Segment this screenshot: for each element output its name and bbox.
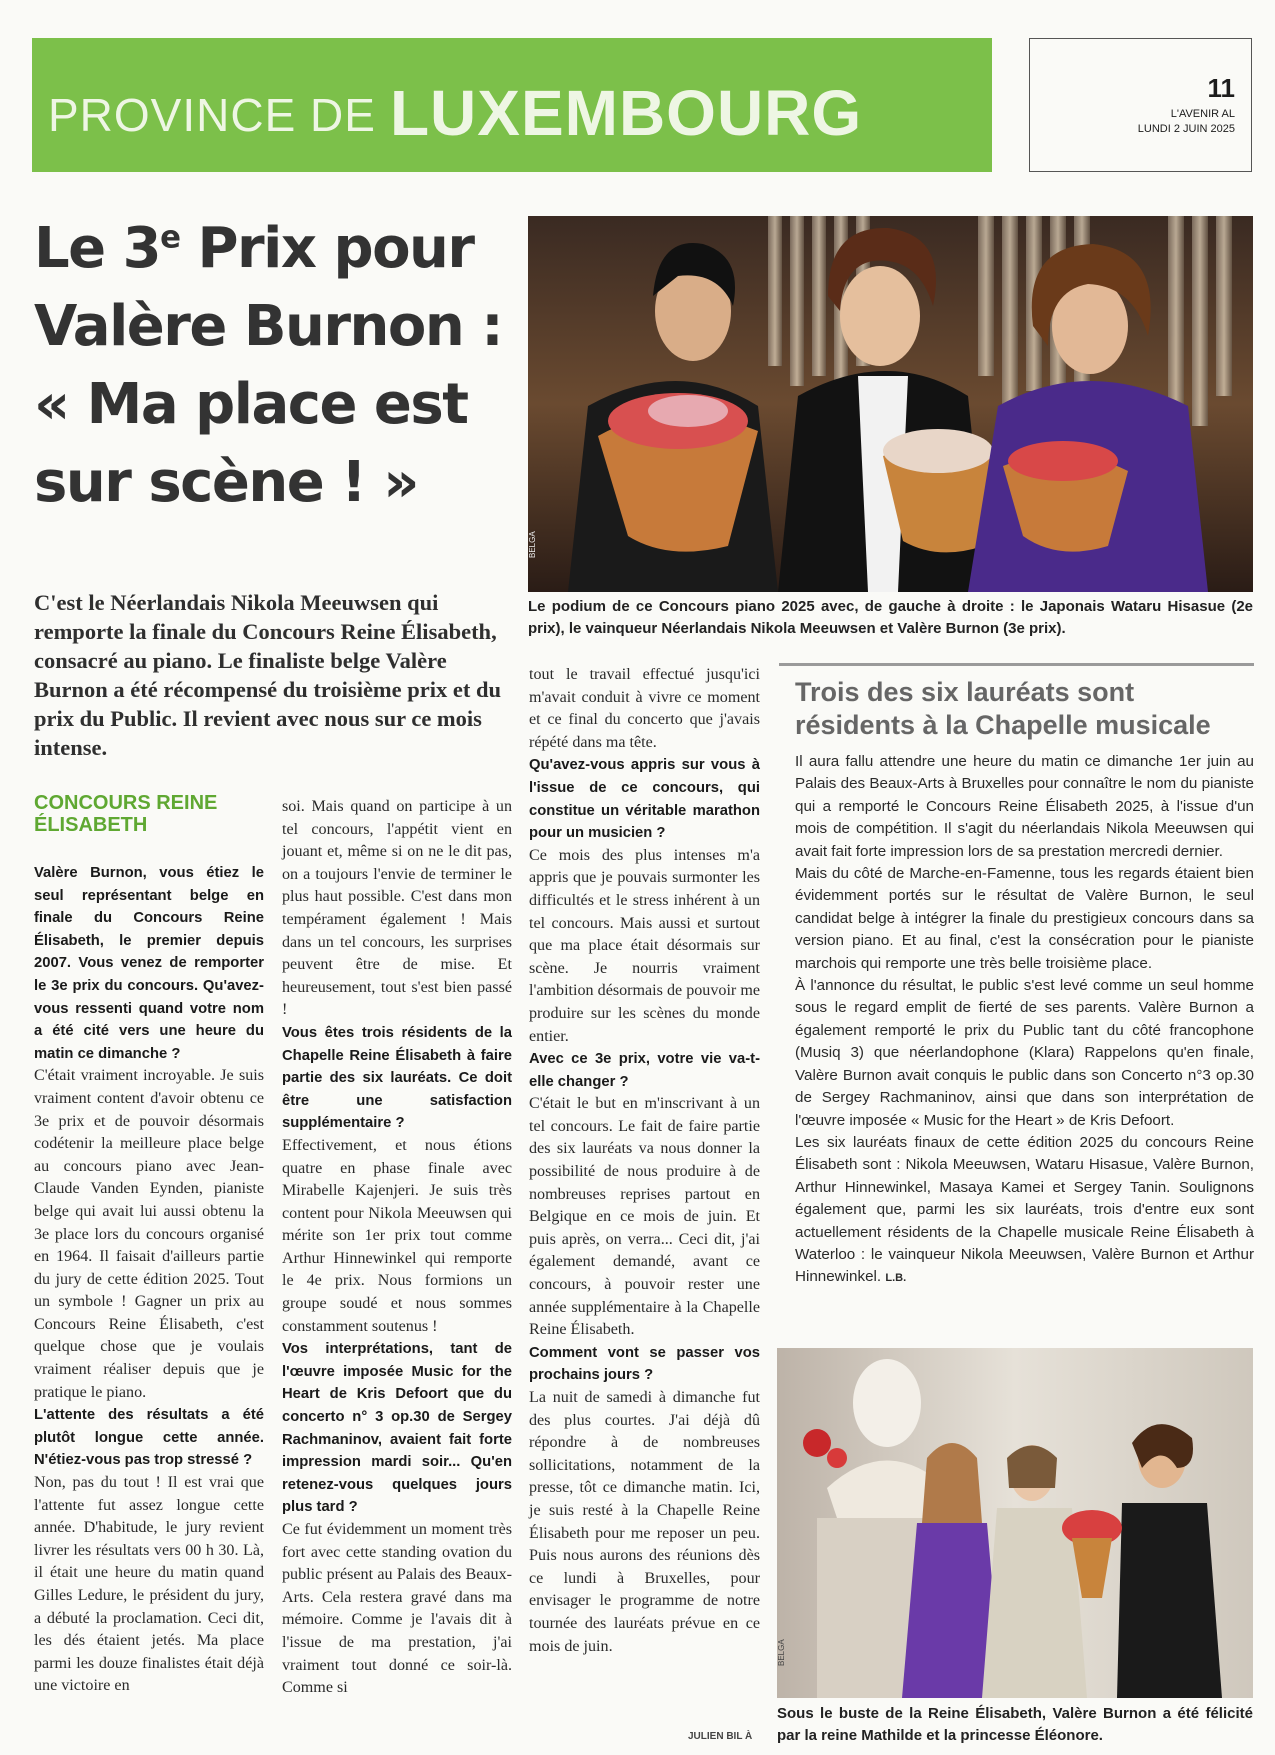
sidebar-paragraph: À l'annonce du résultat, le public s'est levé comme un seul homme sous le regard emplit de fierté de ses parents. Valère Burnon a également remporté le prix du Public tant du côté francophone (Musiq 3) que néerlandophone (Klara) Rappelons qu'en finale, Valère Burnon avait conquis le public dans son Concerto n°3 op.30 de Sergey Rachmaninov, ainsi que dans son interprétation de l'œuvre imposée « Music for the Heart » de Kris Defoort. (795, 977, 1254, 1129)
section-title (48, 76, 862, 150)
queen-photo-image (777, 1348, 1253, 1698)
sidebar-paragraph: Les six lauréats finaux de cette édition 2025 du concours Reine Élisabeth sont : Nikola Meeuwsen, Wataru Hisasue, Valère Burnon, Arthur Hinnewinkel, Masaya Kamei et Sergey Tanin. Soulignons également que, parmi les six lauréats, trois d'entre eux sont actuellement résidents de la Chapelle musicale Reine Élisabeth à Waterloo : le vainqueur Nikola Meeuwsen, Valère Burnon et Arthur Hinnewinkel. L.B. (795, 1133, 1254, 1286)
podium-photo (528, 216, 1253, 592)
article-byline: JULIEN BIL À (688, 1731, 753, 1742)
article-headline (34, 210, 524, 522)
article-intro: C'est le Néerlandais Nikola Meeuwsen qui remporte la finale du Concours Reine Élisabeth, consacré au piano. Le finaliste belge Valère Burnon a été récompensé du troisième prix et du prix du Public. Il revient avec nous sur ce mois intense. (34, 590, 502, 760)
podium-photo-image (528, 216, 1253, 592)
interview-answer: Ce mois des plus intenses m'a appris que je pouvais surmonter les difficultés et le stress inhérent à un tel concours. Mais aussi et surtout que ma place était désormais sur scène. Je nourris vraiment l'ambition désormais de pouvoir me produire sur les scènes du monde entier. (529, 846, 760, 1045)
section-title-part2: LUXEMBOURG (389, 77, 863, 149)
interview-answer: Non, pas du tout ! Il est vrai que l'attente fut assez longue cette année. D'habitude, le jury revient livrer les résultats vers 00 h 30. Là, il était une heure du matin quand Gilles Ledure, le président du jury, a débuté la proclamation. Ceci dit, les dés étaient jetés. Ma place parmi les douze finalistes était déjà une victoire en (34, 1474, 264, 1695)
sidebar-body (795, 751, 1254, 1290)
sidebar-signature: L.B. (885, 1272, 907, 1285)
interview-answer: C'était vraiment incroyable. Je suis vraiment content d'avoir obtenu ce 3e prix et de pouvoir désormais codétenir la meilleure place belge au concours piano avec Jean-Claude Vanden Eynden, pianiste belge qui avait lui aussi obtenu la 3e place lors du concours organisé en 1964. Il faisait d'ailleurs partie du jury de cette édition 2025. Tout un symbole ! Gagner un prix au Concours Reine Élisabeth, c'est quelque chose que je voulais vraiment réaliser depuis que je pratique le piano. (34, 1067, 264, 1401)
interview-question: Avec ce 3e prix, votre vie va-t-elle changer ? (529, 1051, 760, 1090)
queen-photo-caption: Sous le buste de la Reine Élisabeth, Valère Burnon a été félicité par la reine Mathilde et la princesse Éléonore. (777, 1705, 1253, 1744)
interview-question: Vos interprétations, tant de l'œuvre imposée Music for the Heart de Kris Defoort que du concerto n° 3 op.30 de Sergey Rachmaninov, avaient fait forte impression mardi soir... Qu'en retenez-vous quelques jours plus tard ? (282, 1341, 512, 1516)
publication-date: LUNDI 2 JUIN 2025 (1137, 123, 1235, 136)
interview-answer: soi. Mais quand on participe à un tel concours, l'appétit vient en jouant et, même si on ne le dit pas, on a toujours l'envie de terminer le plus haut possible. C'est dans mon tempérament également ! Mais dans un tel concours, les surprises peuvent être de mise. Et heureusement, tout s'est bien passé ! (282, 798, 512, 1019)
interview-answer: Ce fut évidemment un moment très fort avec cette standing ovation du public présent au Palais des Beaux-Arts. Cela restera gravé dans ma mémoire. Comme je l'avais dit à l'issue de ma prestation, j'ai vraiment tout donné ce soir-là. Comme si (282, 1521, 512, 1697)
podium-photo-caption: Le podium de ce Concours piano 2025 avec, de gauche à droite : le Japonais Wataru Hisasue (2e prix), le vainqueur Néerlandais Nikola Meeuwsen et Valère Burnon (3e prix). (528, 598, 1253, 637)
interview-answer: tout le travail effectué jusqu'ici m'avait conduit à vivre ce moment et ce final du concerto que j'avais répété dans ma tête. (529, 666, 760, 751)
page-number: 11 (1207, 73, 1235, 103)
photo-credit: BELGA (528, 531, 537, 558)
queen-photo (777, 1348, 1253, 1698)
article-column-3 (529, 664, 760, 1658)
section-title-part1: PROVINCE DE (48, 89, 376, 141)
interview-question: Valère Burnon, vous étiez le seul représentant belge en finale du Concours Reine Élisabeth, le premier depuis 2007. Vous venez de remporter le 3e prix du concours. Qu'avez-vous ressenti quand votre nom a été cité vers une heure du matin ce dimanche ? (34, 865, 264, 1062)
article-column-1 (34, 862, 264, 1698)
sidebar-divider (779, 663, 1254, 666)
article-rubric: CONCOURS REINE ÉLISABETH (34, 792, 218, 836)
section-banner (32, 38, 992, 172)
publication-info (1138, 107, 1235, 138)
interview-answer: La nuit de samedi à dimanche fut des plus courtes. J'ai déjà dû répondre à de nombreuses sollicitations, notamment de la presse, tôt ce dimanche matin. Ici, je suis resté à la Chapelle Reine Élisabeth pour me reposer un peu. Puis nous aurons des réunions dès ce lundi à Bruxelles, pour envisager le programme de notre tournée des lauréats prévue en ce mois de juin. (529, 1389, 760, 1655)
article-column-2 (282, 796, 512, 1700)
headline-line-1: Le 3e Prix pour (34, 216, 474, 281)
sidebar-title: Trois des six lauréats sont résidents à la Chapelle musicale (795, 677, 1211, 740)
interview-question: Comment vont se passer vos prochains jours ? (529, 1344, 760, 1384)
interview-question: Qu'avez-vous appris sur vous à l'issue de ce concours, qui constitue un véritable marathon pour un musicien ? (529, 757, 760, 842)
headline-line-3: « Ma place est (34, 372, 468, 437)
photo-credit: BELGA (777, 1639, 786, 1666)
interview-answer: Effectivement, et nous étions quatre en phase finale avec Mirabelle Kajenjeri. Je suis très content pour Nikola Meeuwsen qui mérite son 1er prix tout comme Arthur Hinnewinkel qui remporte le 4e prix. Nous formions un groupe soudé et nous sommes constamment soutenus ! (282, 1136, 512, 1335)
interview-answer: C'était le but en m'inscrivant à un tel concours. Le fait de faire partie des six lauréats va nous donner la possibilité de nous produire à de nombreuses reprises partout en Belgique en ce mois de juin. Et puis après, on verra... Ceci dit, j'ai également demandé, avant ce concours, à pouvoir rester une année supplémentaire à la Chapelle Reine Élisabeth. (529, 1095, 760, 1339)
publication-name: L'AVENIR AL (1170, 108, 1235, 120)
interview-question: L'attente des résultats a été plutôt longue cette année. N'étiez-vous pas trop stressé ? (34, 1407, 264, 1469)
sidebar-paragraph: Il aura fallu attendre une heure du matin ce dimanche 1er juin au Palais des Beaux-Arts à Bruxelles pour connaître le nom du pianiste qui a remporté le Concours Reine Élisabeth 2025, à l'issue d'un mois de compétition. Il s'agit du néerlandais Nikola Meeuwsen qui avait fait forte impression lors de sa prestation mercredi dernier. (795, 753, 1254, 860)
headline-line-4: sur scène ! » (34, 450, 418, 515)
sidebar-paragraph: Mais du côté de Marche-en-Famenne, tous les regards étaient bien évidemment portés sur le résultat de Valère Burnon, le seul candidat belge à intégrer la finale du prestigieux concours dans sa version piano. Et au final, c'est la consécration pour le pianiste marchois qui remporte une très belle troisième place. (795, 865, 1254, 972)
interview-question: Vous êtes trois résidents de la Chapelle Reine Élisabeth à faire partie des six lauréats. Ce doit être une satisfaction supplémentaire ? (282, 1024, 512, 1132)
headline-line-2: Valère Burnon : (34, 294, 503, 359)
page-info-box (1029, 38, 1252, 172)
